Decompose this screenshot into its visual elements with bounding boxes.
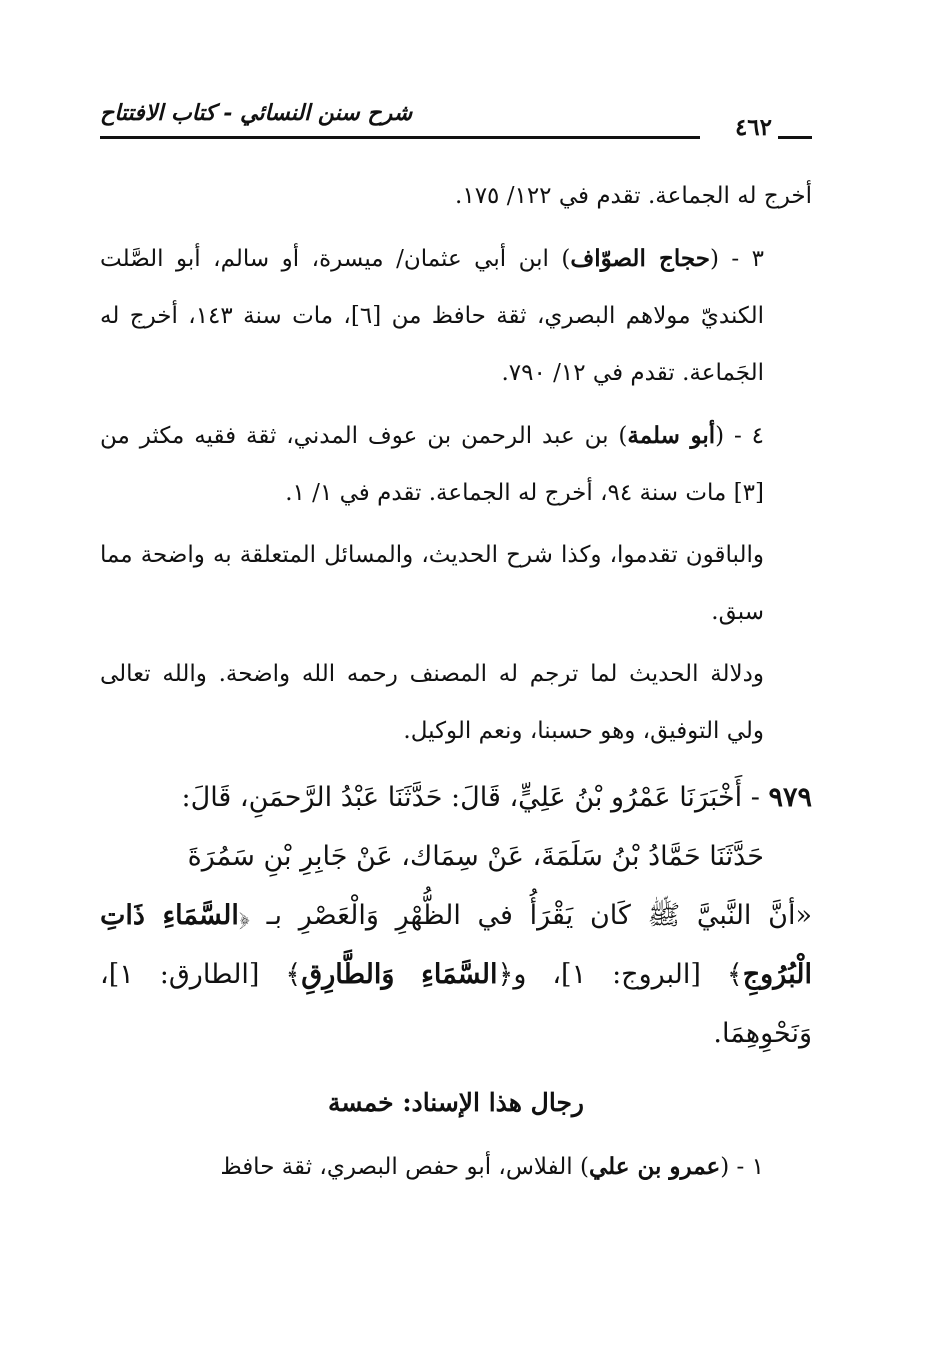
narrator-1-text: الفلاس، أبو حفص البصري، ثقة حافظ <box>220 1154 581 1180</box>
hadith-isnad-1: - أَخْبَرَنَا عَمْرُو بْنُ عَلِيٍّ، قَالَ: حَدَّثَنَا عَبْدُ الرَّحمَنِ، قَالَ: <box>181 782 769 813</box>
hadith-matn-c: ﴾ [الطارق: ١]، وَنَحْوِهِمَا. <box>100 959 812 1049</box>
hadith-line-1 <box>100 768 812 827</box>
page-header <box>100 92 812 148</box>
page-body <box>100 168 812 1196</box>
narrator-1-number: ١ - ( <box>720 1154 764 1180</box>
header-rule-long <box>100 136 700 139</box>
paragraph-remaining: والباقون تقدموا، وكذا شرح الحديث، والمسائل المتعلقة به واضحة مما سبق. <box>100 542 764 625</box>
narrator-1-name: عمرو بن علي <box>589 1153 721 1180</box>
hadith-matn <box>100 886 812 1063</box>
hadith-matn-b: ﴾ [البروج: ١]، و﴿ <box>497 959 743 990</box>
section-heading: رجال هذا الإسناد: خمسة <box>328 1088 584 1117</box>
narrator-4-entry <box>100 407 812 522</box>
narrator-4-text: بن عبد الرحمن بن عوف المدني، ثقة فقيه مكثر من [٣] مات سنة ٩٤، أخرج له الجماعة. تقدم في ١/ ١. <box>100 423 764 506</box>
narrator-4-close: ) <box>618 423 628 449</box>
hadith-979 <box>100 768 812 1063</box>
verse-al-buruj: السَّمَاءِ ذَاتِ الْبُرُوجِ <box>100 900 812 990</box>
narrator-3-text: ابن أبي عثمان/ ميسرة، أو سالم، أبو الصَّلت الكنديّ مولاهم البصري، ثقة حافظ من [٦]، مات سنة ١٤٣، أخرج له الجَماعة. تقدم في ١٢/ ٧٩٠. <box>100 246 765 386</box>
narrator-4-number: ٤ - ( <box>715 423 764 449</box>
narrator-3-number: ٣ - ( <box>709 246 765 272</box>
paragraph-dalala: ودلالة الحديث لما ترجم له المصنف رحمه الله واضحة. والله تعالى ولي التوفيق، وهو حسبنا، ونعم الوكيل. <box>100 661 764 744</box>
header-rule-short <box>778 136 812 139</box>
narrator-3-name: حجاج الصوّاف <box>570 245 710 272</box>
narrator-4-name: أبو سلمة <box>627 422 716 449</box>
narrator-3-close: ) <box>561 246 571 272</box>
hadith-matn-a: «أنَّ النَّبيَّ ﷺ كَان يَقْرَأُ في الظُّهْرِ وَالْعَصْرِ بـ ﴿ <box>238 900 812 931</box>
hadith-number: ٩٧٩ <box>768 782 812 813</box>
paragraph-continued: أخرج له الجماعة. تقدم في ١٢٢/ ١٧٥. <box>455 183 812 209</box>
narrator-3-entry <box>100 230 812 402</box>
running-title: شرح سنن النسائي - كتاب الافتتاح <box>100 100 413 126</box>
narrator-1-close: ) <box>580 1154 589 1180</box>
narrator-1-entry <box>100 1138 812 1196</box>
verse-at-tariq: السَّمَاءِ وَالطَّارِقِ <box>301 959 498 990</box>
hadith-line-2: حَدَّثَنَا حَمَّادُ بْنُ سَلَمَةَ، عَنْ سِمَاك، عَنْ جَابِرِ بْنِ سَمُرَةَ <box>187 841 764 872</box>
page-number: ٤٦٢ <box>734 114 772 141</box>
